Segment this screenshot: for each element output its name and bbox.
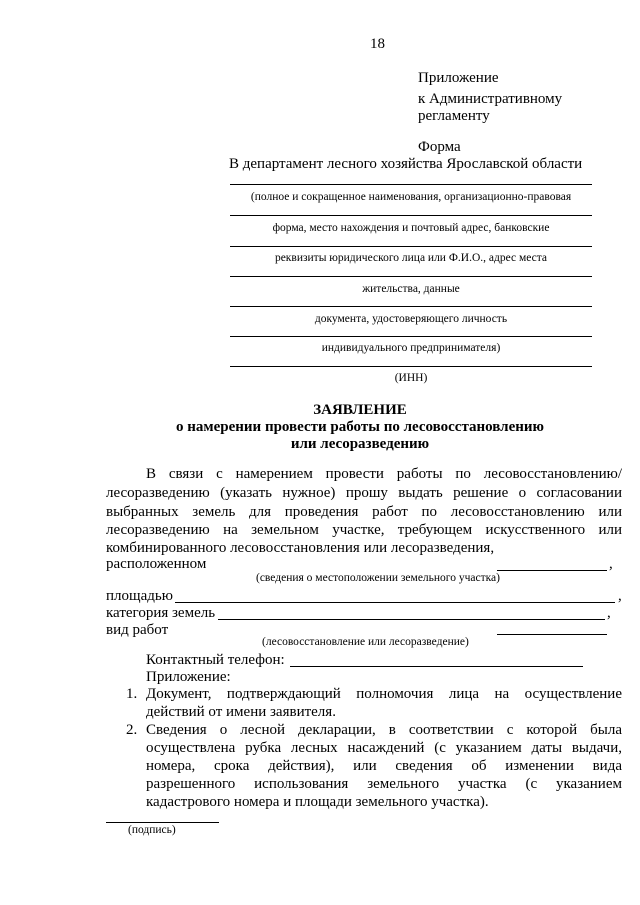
body-line-4: лесоразведению на земельном участке, требующем искусственного или: [106, 522, 622, 538]
applicant-hint-4: жительства, данные: [362, 283, 460, 295]
area-comma: ,: [618, 588, 622, 604]
page-number: 18: [370, 36, 385, 52]
appendix-line-1: Приложение: [418, 70, 499, 86]
located-label: расположенном: [106, 556, 207, 572]
document-title: ЗАЯВЛЕНИЕ: [313, 402, 407, 418]
work-hint: (лесовосстановление или лесоразведение): [262, 636, 469, 648]
body-line-1: В связи с намерением провести работы по лесовосстановлению/: [146, 466, 622, 482]
applicant-hint-6: индивидуального предпринимателя): [321, 342, 501, 354]
body-line-3: выбранных земель для проведения работ по лесовосстановлению или: [106, 504, 622, 520]
body-line-2: лесоразведению (указать нужное) прошу выдать решение о согласовании: [106, 485, 622, 501]
category-label: категория земель: [106, 605, 216, 621]
applicant-hint-3: реквизиты юридического лица или Ф.И.О., адрес места: [274, 252, 548, 264]
attachment-2-line-1: Сведения о лесной декларации, в соответствии с которой была: [146, 722, 622, 738]
attachment-2-line-3: номера, срока действия), или сведения об изменении вида: [146, 758, 622, 774]
body-line-5: комбинированного лесовосстановления или лесоразведения,: [106, 540, 495, 556]
attachment-label: Приложение:: [146, 669, 231, 685]
work-field-line: [497, 634, 607, 635]
applicant-line-2: [230, 215, 592, 216]
work-label: вид работ: [106, 622, 169, 638]
attachment-1-line-2: действий от имени заявителя.: [146, 704, 336, 720]
area-field-line: [175, 602, 615, 603]
category-comma: ,: [607, 605, 611, 621]
applicant-hint-2: форма, место нахождения и почтовый адрес, банковские: [272, 222, 550, 234]
attachment-2-line-5: кадастрового номера и площади земельного участка).: [146, 794, 489, 810]
form-label: Форма: [418, 139, 461, 155]
appendix-line-2: к Административному: [418, 91, 563, 107]
applicant-line-7: [230, 366, 592, 367]
applicant-line-1: [230, 184, 592, 185]
document-subtitle-1: о намерении провести работы по лесовосстановлению: [176, 419, 544, 435]
located-hint: (сведения о местоположении земельного участка): [256, 572, 500, 584]
located-comma: ,: [609, 556, 613, 572]
signature-line: [106, 822, 219, 823]
located-field-line: [497, 570, 607, 571]
appendix-line-3: регламенту: [418, 108, 490, 124]
applicant-hint-1: (полное и сокращенное наименования, организационно-правовая: [250, 191, 572, 203]
attachment-2-line-4: разрешенного использования земельного участка (с указанием: [146, 776, 622, 792]
applicant-line-6: [230, 336, 592, 337]
attachment-1-number: 1.: [126, 686, 138, 702]
applicant-line-3: [230, 246, 592, 247]
attachment-2-number: 2.: [126, 722, 138, 738]
applicant-hint-5: документа, удостоверяющего личность: [314, 313, 508, 325]
phone-field-line: [290, 666, 583, 667]
applicant-line-5: [230, 306, 592, 307]
attachment-2-line-2: осуществлена рубка лесных насаждений (с указанием даты выдачи,: [146, 740, 622, 756]
applicant-line-4: [230, 276, 592, 277]
category-field-line: [218, 619, 605, 620]
addressee: В департамент лесного хозяйства Ярославской области: [229, 156, 583, 172]
attachment-1-line-1: Документ, подтверждающий полномочия лица на осуществление: [146, 686, 622, 702]
signature-hint: (подпись): [128, 824, 176, 836]
area-label: площадью: [106, 588, 173, 604]
document-subtitle-2: или лесоразведению: [290, 436, 430, 452]
inn-hint: (ИНН): [394, 372, 428, 384]
phone-label: Контактный телефон:: [146, 652, 285, 668]
